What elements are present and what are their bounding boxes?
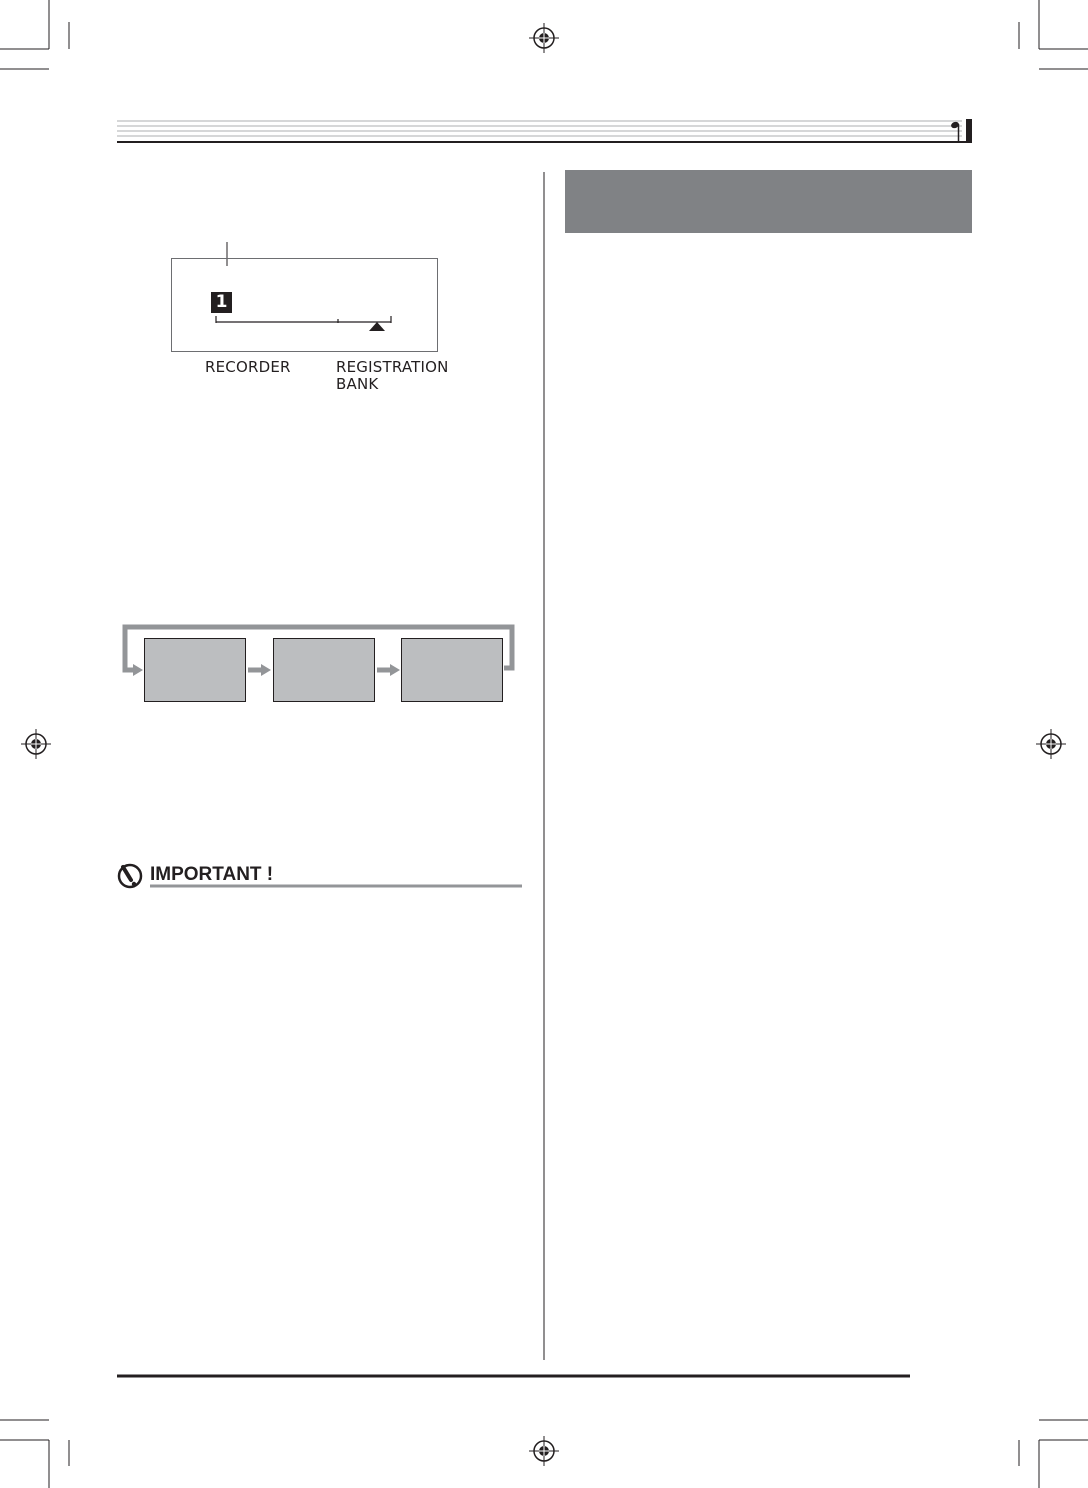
important-heading: IMPORTANT !: [150, 864, 274, 885]
crop-marks-top-left: [0, 0, 69, 69]
exclamation-notice-icon: [119, 865, 141, 887]
crosshair-circle-icon: [529, 23, 559, 53]
flow-box-1: [144, 638, 246, 702]
flow-box-3: [401, 638, 503, 702]
header-staff-lines: [117, 121, 962, 136]
label-recorder: RECORDER: [205, 358, 291, 376]
section-header-panel: [565, 170, 972, 233]
flow-arrow-1: [248, 664, 271, 676]
crop-marks-bottom-left: [0, 1420, 69, 1488]
crosshair-circle-icon: [21, 729, 51, 759]
crosshair-circle-icon: [1036, 729, 1066, 759]
label-registration-bank: REGISTRATION BANK: [336, 358, 449, 393]
crop-marks-bottom-right: [1019, 1420, 1088, 1488]
crop-marks-top-right: [1019, 0, 1088, 69]
flow-box-2: [273, 638, 375, 702]
flow-arrow-2: [377, 664, 400, 676]
flow-loop-arrowhead: [133, 664, 143, 676]
crosshair-circle-icon: [529, 1436, 559, 1466]
bank-number-indicator: 1: [211, 292, 232, 313]
